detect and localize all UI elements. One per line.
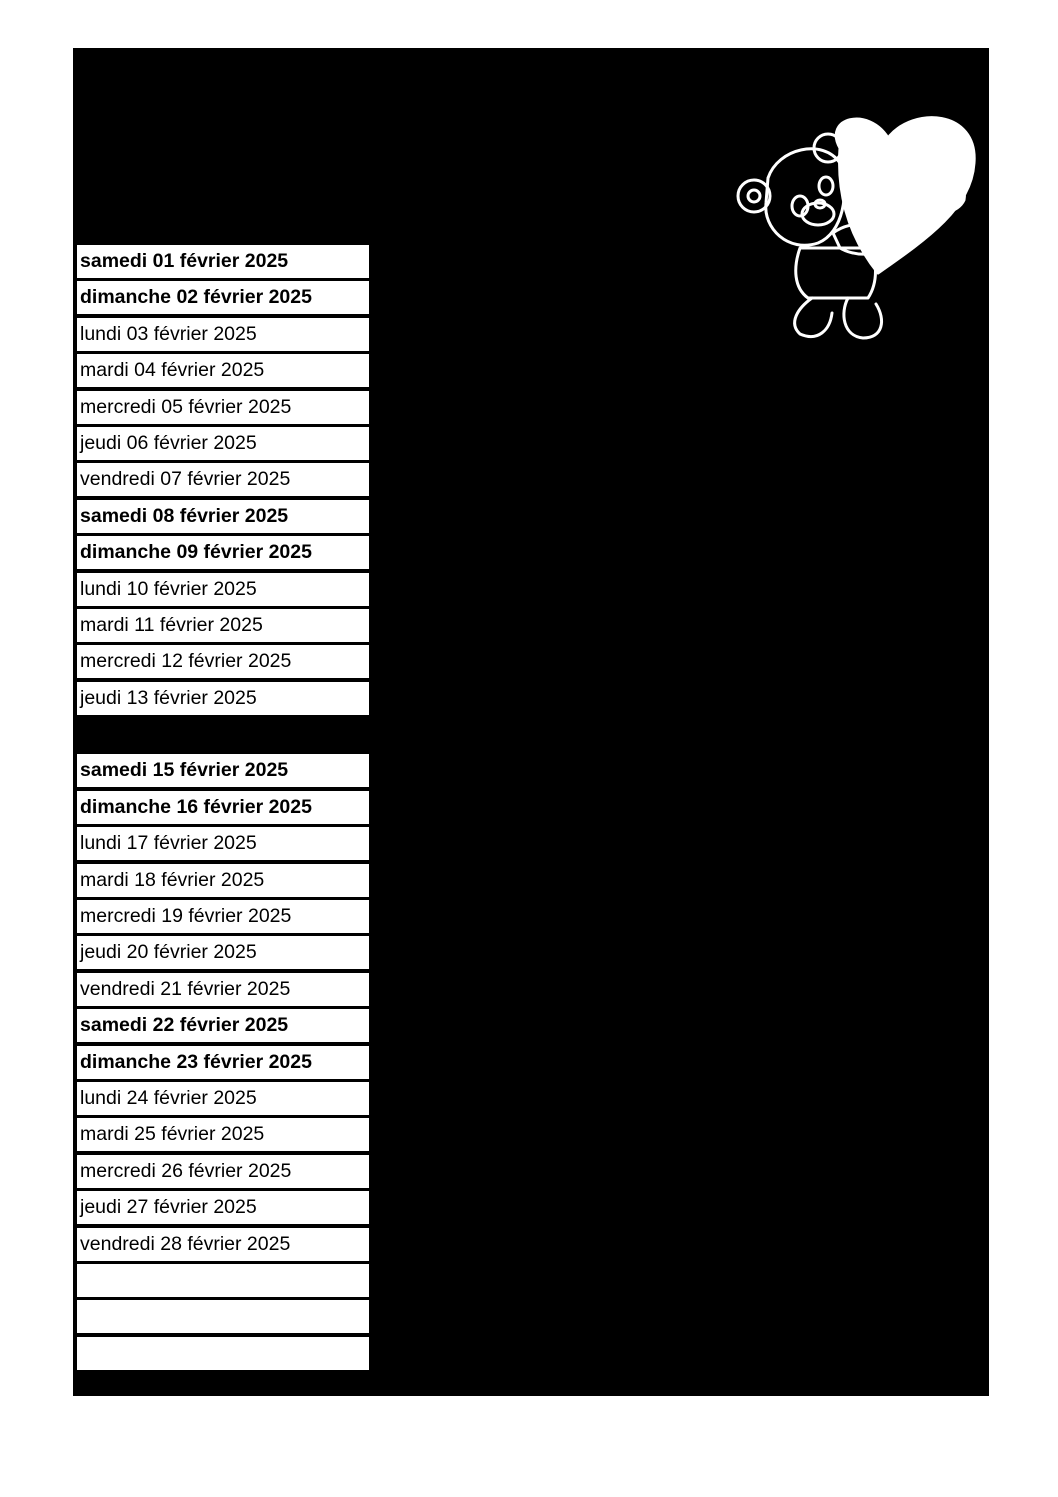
day-row: jeudi 13 février 2025 xyxy=(77,682,369,715)
day-row: mercredi 19 février 2025 xyxy=(77,900,369,933)
day-row: lundi 03 février 2025 xyxy=(77,318,369,351)
day-row: mardi 11 février 2025 xyxy=(77,609,369,642)
week-gap xyxy=(77,718,369,751)
day-list xyxy=(77,245,369,1373)
day-row: vendredi 07 février 2025 xyxy=(77,463,369,496)
day-row: vendredi 21 février 2025 xyxy=(77,973,369,1006)
day-row: mardi 18 février 2025 xyxy=(77,864,369,897)
day-row: lundi 24 février 2025 xyxy=(77,1082,369,1115)
day-row: samedi 15 février 2025 xyxy=(77,754,369,787)
day-row xyxy=(77,1337,369,1370)
day-row: dimanche 23 février 2025 xyxy=(77,1046,369,1079)
day-row: mercredi 12 février 2025 xyxy=(77,645,369,678)
day-row: samedi 22 février 2025 xyxy=(77,1009,369,1042)
teddy-bear-heart-icon xyxy=(728,108,980,344)
day-row: samedi 08 février 2025 xyxy=(77,500,369,533)
day-row: mercredi 26 février 2025 xyxy=(77,1155,369,1188)
day-row: jeudi 06 février 2025 xyxy=(77,427,369,460)
day-row: samedi 01 février 2025 xyxy=(77,245,369,278)
day-row: mardi 25 février 2025 xyxy=(77,1118,369,1151)
day-row: dimanche 09 février 2025 xyxy=(77,536,369,569)
day-row: vendredi 28 février 2025 xyxy=(77,1228,369,1261)
day-row: jeudi 27 février 2025 xyxy=(77,1191,369,1224)
day-row xyxy=(77,1264,369,1297)
day-row: jeudi 20 février 2025 xyxy=(77,936,369,969)
day-row: dimanche 02 février 2025 xyxy=(77,281,369,314)
day-row: mercredi 05 février 2025 xyxy=(77,391,369,424)
day-row xyxy=(77,1300,369,1333)
day-row: lundi 17 février 2025 xyxy=(77,827,369,860)
day-row: lundi 10 février 2025 xyxy=(77,573,369,606)
day-row: dimanche 16 février 2025 xyxy=(77,791,369,824)
day-row: mardi 04 février 2025 xyxy=(77,354,369,387)
